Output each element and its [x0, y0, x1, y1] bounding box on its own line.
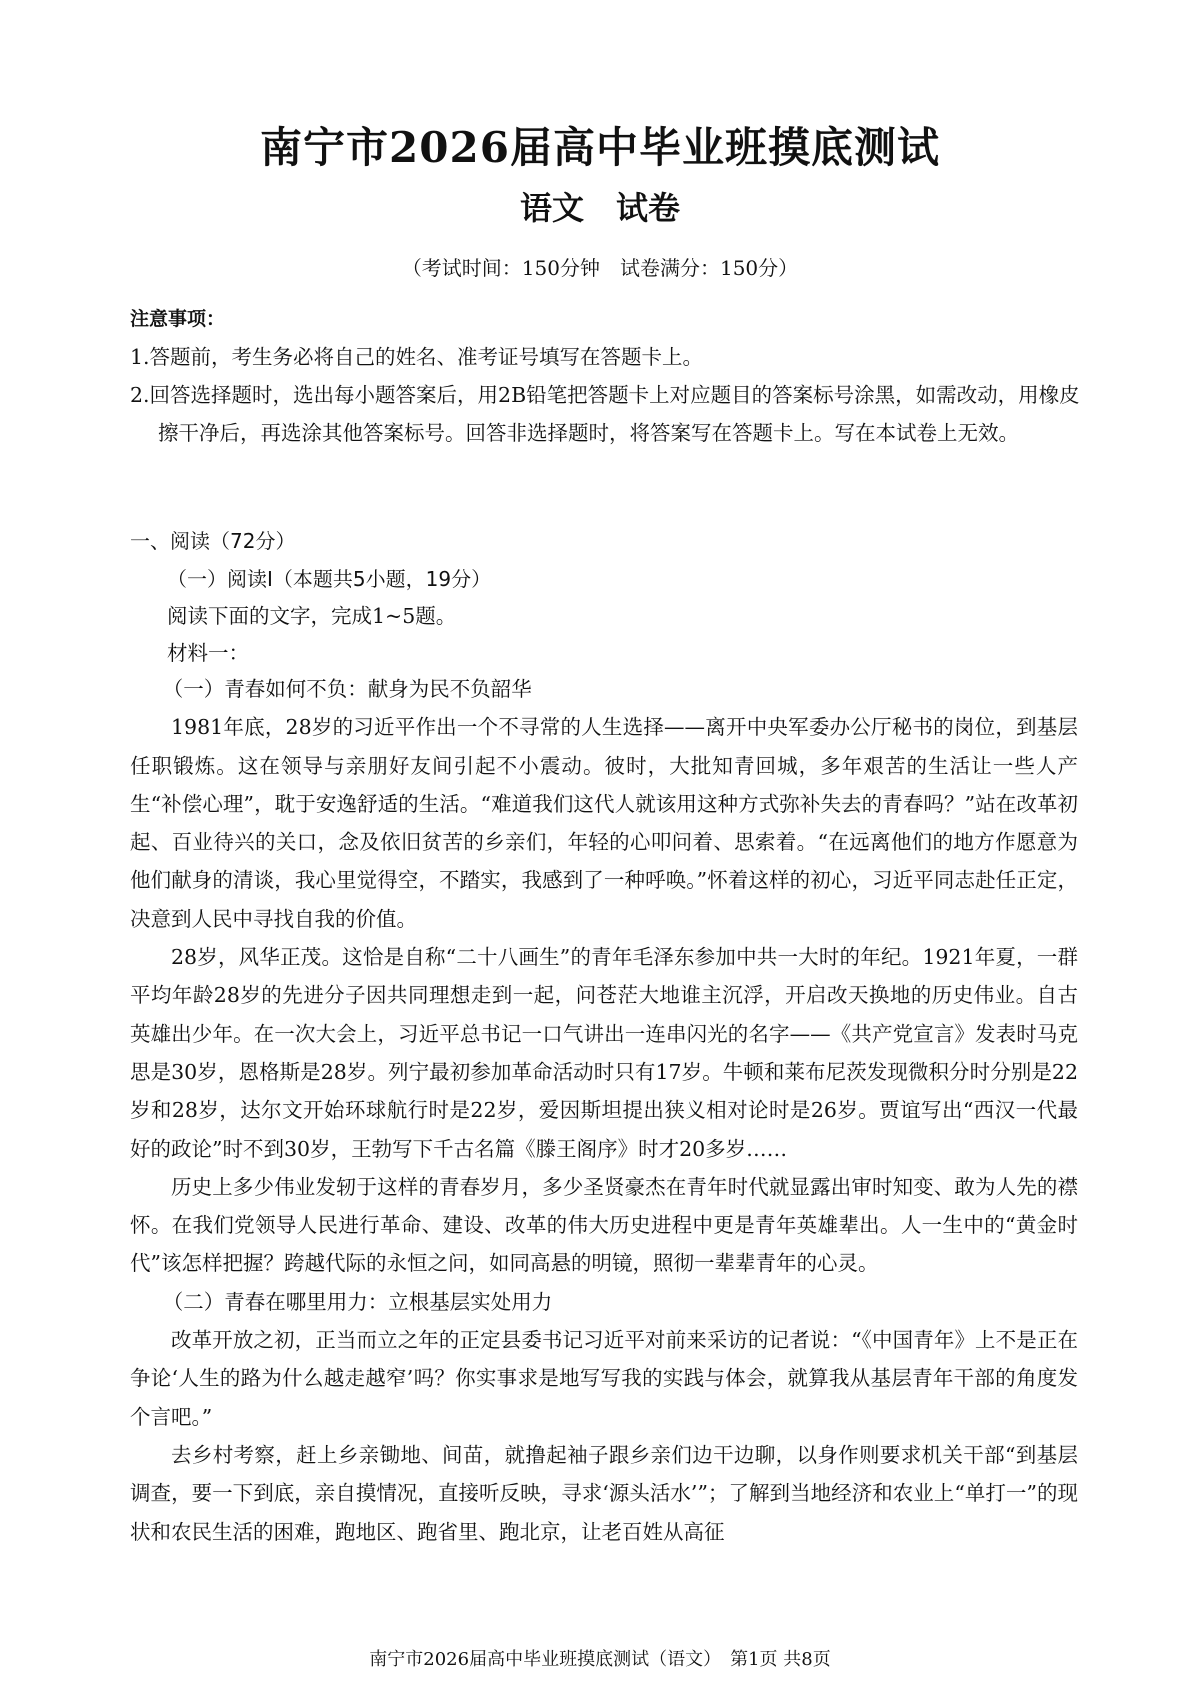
passage-heading-2: （二）青春在哪里用力：立根基层实处用力: [162, 1289, 553, 1314]
exam-title: 南宁市2026届高中毕业班摸底测试: [260, 123, 940, 172]
notice-heading: 注意事项：: [130, 308, 226, 330]
section-title: 一、阅读（72分）: [130, 529, 296, 553]
passage-heading-1: （一）青春如何不负：献身为民不负韶华: [162, 677, 532, 701]
material-label: 材料一：: [167, 641, 249, 665]
page-footer: 南宁市2026届高中毕业班摸底测试（语文） 第1页 共8页: [369, 1649, 831, 1670]
notice-item-1: 1.答题前，考生务必将自己的姓名、准考证号填写在答题卡上。: [130, 345, 704, 369]
reading-instruction: 阅读下面的文字，完成1~5题。: [167, 604, 457, 628]
exam-subtitle: 语文 试卷: [519, 189, 680, 227]
reading-passage: [130, 670, 1078, 1551]
notice-item-2: 2.回答选择题时，选出每小题答案后，用2B铅笔把答题卡上对应题目的答案标号涂黑，如需改动，用橡皮擦干净后，再选涂其他答案标号。回答非选择题时，将答案写在答题卡上。写在本试卷上无效。: [130, 383, 1080, 445]
passage-paragraph-1: 1981年底，28岁的习近平作出一个不寻常的人生选择——离开中央军委办公厅秘书的岗位，到基层任职锻炼。这在领导与亲朋好友间引起不小震动。彼时，大批知青回城，多年艰苦的生活让一些人产生“补偿心理”，耽于安逸舒适的生活。“难道我们这代人就该用这种方式弥补失去的青春吗？”站在改革初起、百业待兴的关口，念及依旧贫苦的乡亲们，年轻的心叩问着、思索着。“在远离他们的地方作愿意为他们献身的清谈，我心里觉得空，不踏实，我感到了一种呼唤。”怀着这样的初心，习近平同志赴任正定，决意到人民中寻找自我的价值。: [130, 715, 1078, 931]
passage-paragraph-5: 去乡村考察，赶上乡亲锄地、间苗，就撸起袖子跟乡亲们边干边聊，以身作则要求机关干部“到基层调查，要一下到底，亲自摸情况，直接听反映，寻求‘源头活水’”；了解到当地经济和农业上“单打一”的现状和农民生活的困难，跑地区、跑省里、跑北京，让老百姓从高征: [130, 1442, 1078, 1544]
passage-paragraph-4: 改革开放之初，正当而立之年的正定县委书记习近平对前来采访的记者说：“《中国青年》上不是正在争论‘人生的路为什么越走越窄’吗？你实事求是地写写我的实践与体会，就算我从基层青年干部的角度发个言吧。”: [130, 1328, 1078, 1429]
passage-paragraph-2: 28岁，风华正茂。这恰是自称“二十八画生”的青年毛泽东参加中共一大时的年纪。1921年夏，一群平均年龄28岁的先进分子因共同理想走到一起，问苍茫大地谁主沉浮，开启改天换地的历史伟业。自古英雄出少年。在一次大会上，习近平总书记一口气讲出一连串闪光的名字——《共产党宣言》发表时马克思是30岁，恩格斯是28岁。列宁最初参加革命活动时只有17岁。牛顿和莱布尼茨发现微积分时分别是22岁和28岁，达尔文开始环球航行时是22岁，爱因斯坦提出狭义相对论时是26岁。贾谊写出“西汉一代最好的政论”时不到30岁，王勃写下千古名篇《滕王阁序》时才20多岁……: [130, 945, 1078, 1161]
passage-paragraph-3: 历史上多少伟业发轫于这样的青春岁月，多少圣贤豪杰在青年时代就显露出审时知变、敢为人先的襟怀。在我们党领导人民进行革命、建设、改革的伟大历史进程中更是青年英雄辈出。人一生中的“黄金时代”该怎样把握？跨越代际的永恒之问，如同高悬的明镜，照彻一辈辈青年的心灵。: [130, 1174, 1078, 1276]
exam-time-info: （考试时间：150分钟 试卷满分：150分）: [401, 256, 799, 280]
subsection-title: （一）阅读Ⅰ（本题共5小题，19分）: [167, 567, 492, 591]
notice-block: [130, 300, 1080, 452]
